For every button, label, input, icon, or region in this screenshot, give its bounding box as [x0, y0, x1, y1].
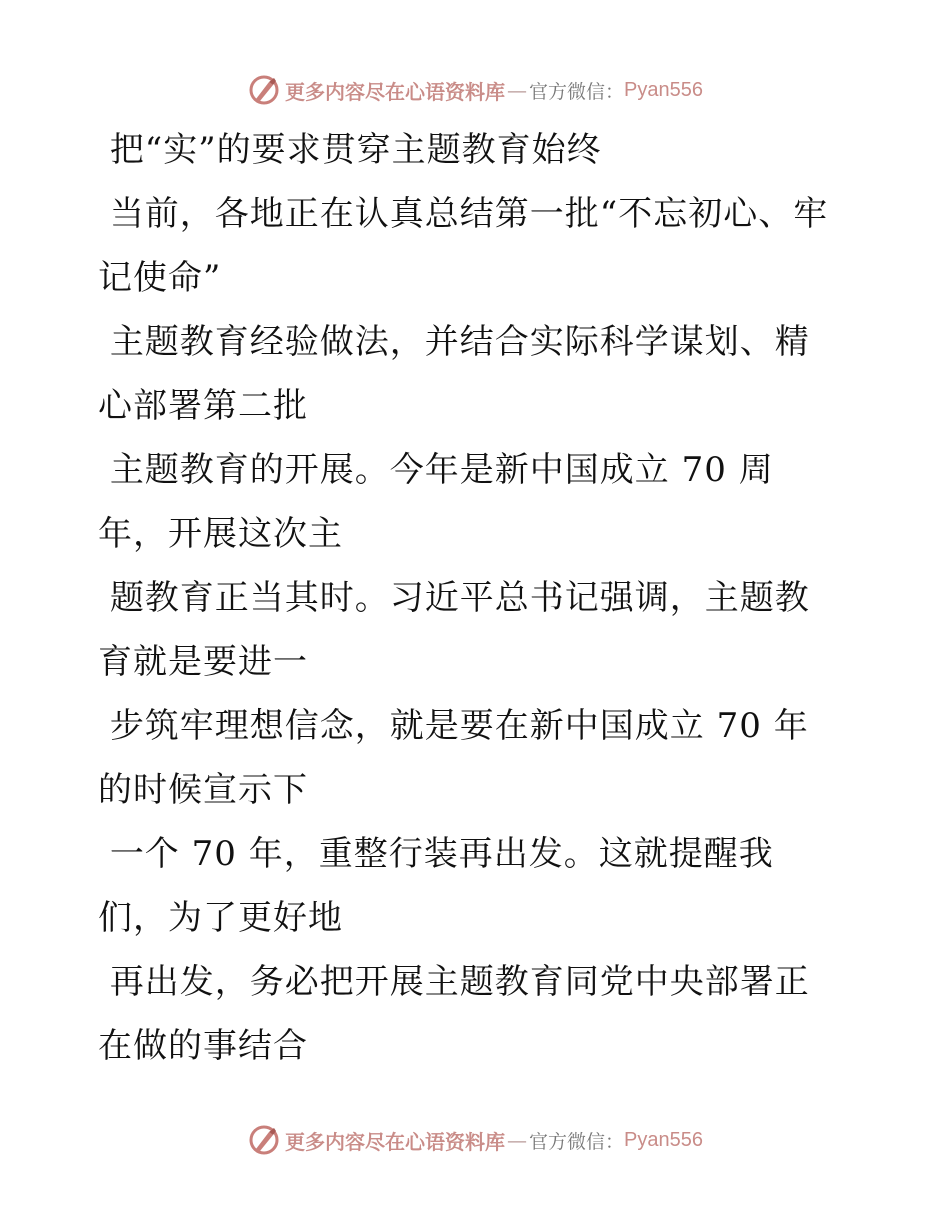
pen-nib-logo-icon [247, 73, 281, 107]
document-paragraph: 题教育正当其时。习近平总书记强调，主题教育就是要进一 [98, 578, 810, 682]
watermark-brand-text: 更多内容尽在心语资料库 [285, 1129, 505, 1154]
header-watermark [0, 70, 950, 110]
watermark-wechat-label: 官方微信： [529, 1130, 625, 1153]
document-body [98, 118, 838, 1078]
watermark-separator: — [507, 78, 527, 102]
footer-watermark [0, 1120, 950, 1160]
pen-nib-logo-icon [247, 1123, 281, 1157]
document-paragraph: 再出发，务必把开展主题教育同党中央部署正在做的事结合 [98, 962, 810, 1066]
document-paragraph: 主题教育经验做法，并结合实际科学谋划、精心部署第二批 [98, 322, 810, 426]
document-paragraph: 当前，各地正在认真总结第一批“不忘初心、牢记使命” [98, 194, 829, 298]
watermark-wechat-id: Pyan556 [624, 78, 703, 101]
document-paragraph: 步筑牢理想信念，就是要在新中国成立 70 年的时候宣示下 [98, 706, 809, 810]
document-paragraph: 主题教育的开展。今年是新中国成立 70 周年，开展这次主 [98, 450, 774, 554]
watermark-brand-text: 更多内容尽在心语资料库 [285, 79, 505, 104]
watermark-wechat-id: Pyan556 [624, 1128, 703, 1151]
watermark-wechat-label: 官方微信： [529, 80, 625, 103]
document-paragraph: 一个 70 年，重整行装再出发。这就提醒我们，为了更好地 [98, 834, 774, 938]
document-title: 把“实”的要求贯穿主题教育始终 [98, 130, 602, 170]
watermark-separator: — [507, 1128, 527, 1152]
